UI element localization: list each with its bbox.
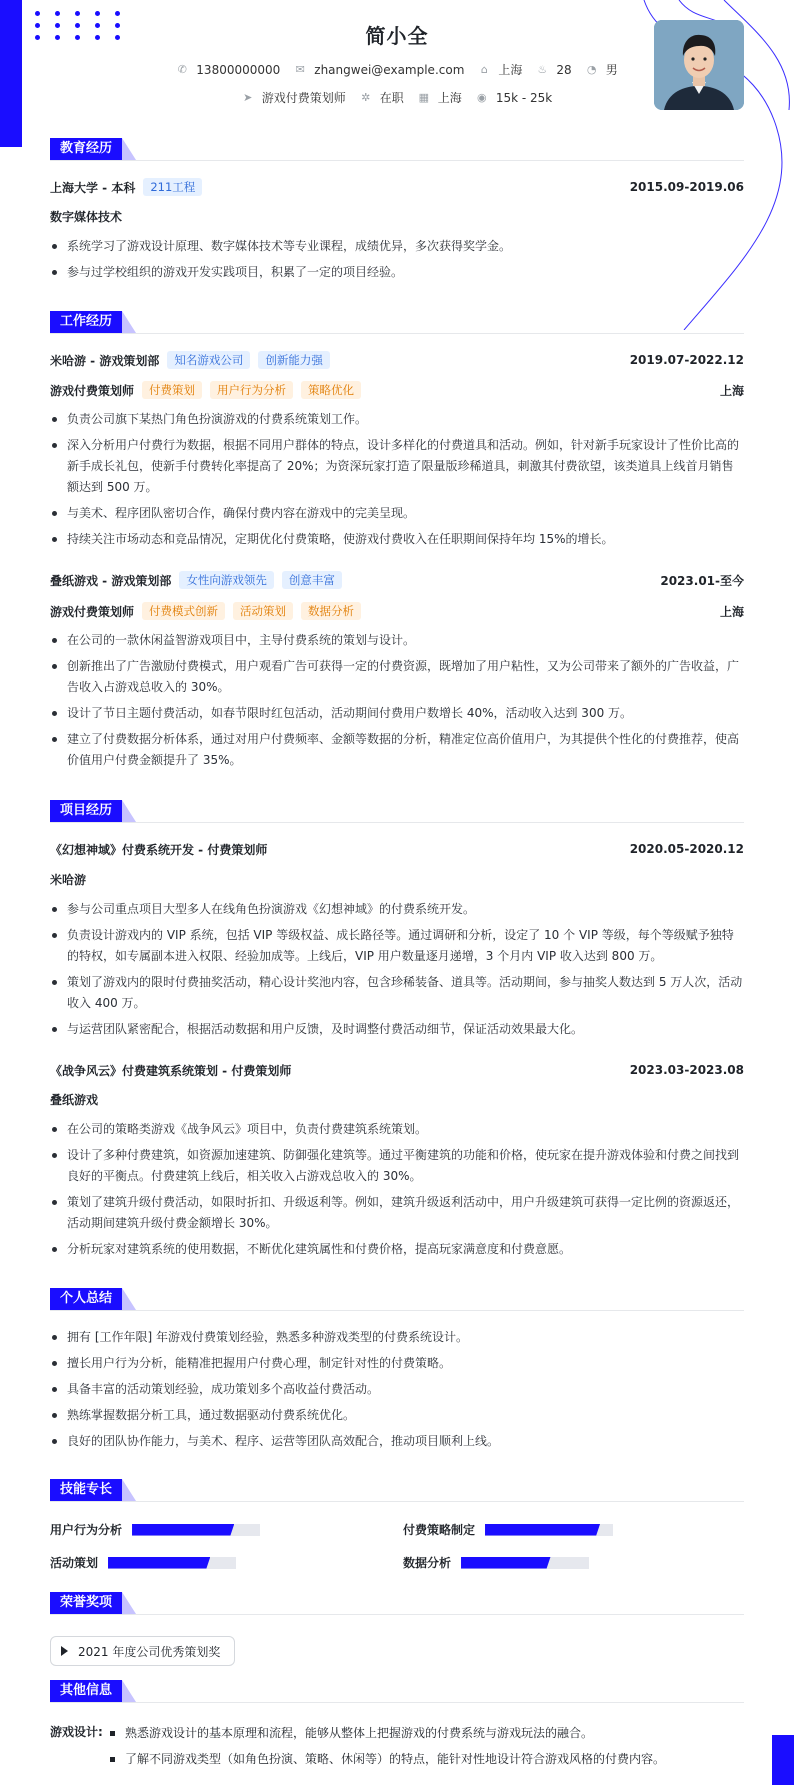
list-item: 与运营团队紧密配合，根据活动数据和用户反馈，及时调整付费活动细节，保证活动效果最大化。	[50, 1019, 744, 1040]
skill-bar-fill	[461, 1557, 551, 1569]
list-item: 深入分析用户付费行为数据，根据不同用户群体的特点，设计多样化的付费道具和活动。例如，针对新手玩家设计了性价比高的新手成长礼包，使新手付费转化率提高了 20%；为资深玩家打造了限量版珍稀道具，刺激其付费欲望，该类道具上线首月销售额达到 500 万。	[50, 435, 744, 498]
list-item: 参与过学校组织的游戏开发实践项目，积累了一定的项目经验。	[50, 262, 744, 283]
list-item: 良好的团队协作能力，与美术、程序、运营等团队高效配合，推动项目顺利上线。	[50, 1431, 744, 1452]
salary-text: 15k - 25k	[495, 90, 553, 105]
section-title-education: 教育经历	[50, 138, 122, 160]
work-0-role	[50, 381, 744, 399]
work-1-role	[50, 602, 744, 620]
skill-item	[50, 1554, 236, 1571]
education-period: 2015.09-2019.06	[629, 180, 744, 194]
list-item: 分析玩家对建筑系统的使用数据，不断优化建筑属性和付费价格，提高玩家满意度和付费意愿。	[50, 1239, 744, 1260]
work-0-bullets	[50, 409, 744, 555]
education-major: 数字媒体技术	[50, 210, 123, 224]
role-title: 游戏付费策划师	[50, 604, 135, 619]
project-org: 叠纸游戏	[50, 1093, 99, 1107]
work-1-bullets	[50, 630, 744, 776]
status-text: 在职	[379, 91, 404, 105]
skill-bar	[132, 1524, 260, 1536]
avatar	[654, 20, 744, 110]
project-title: 《幻想神域》付费系统开发 - 付费策划师	[50, 842, 268, 857]
work-period: 2023.01-至今	[660, 573, 744, 588]
project-0-bullets	[50, 899, 744, 1045]
status-item	[360, 89, 404, 106]
age-text: 28	[556, 62, 572, 77]
list-item: 熟悉游戏设计的基本原理和流程，能够从整体上把握游戏的付费系统与游戏玩法的融合。	[108, 1723, 738, 1744]
list-item: 熟练掌握数据分析工具，通过数据驱动付费系统优化。	[50, 1405, 744, 1426]
skill-name: 用户行为分析	[50, 1523, 123, 1537]
gender-text: 男	[605, 63, 618, 77]
email-item	[294, 63, 464, 77]
city-text: 上海	[498, 63, 523, 77]
skill-bar-fill	[485, 1524, 600, 1536]
cake-icon: ♨	[537, 62, 548, 76]
section-title-work: 工作经历	[50, 311, 122, 333]
project-1-head	[50, 1061, 744, 1079]
gender-icon: ◔	[586, 62, 597, 76]
skill-item	[50, 1521, 260, 1538]
phone-text: 13800000000	[196, 62, 281, 77]
section-work	[50, 311, 744, 334]
play-triangle-icon	[61, 1646, 68, 1656]
section-education	[50, 138, 744, 161]
list-item: 与美术、程序团队密切合作，确保付费内容在游戏中的完美呈现。	[50, 503, 744, 524]
skill-bar	[461, 1557, 589, 1569]
school-name: 上海大学 - 本科	[50, 180, 136, 195]
skill-bar-fill	[132, 1524, 234, 1536]
avatar-portrait	[654, 20, 744, 110]
work-location: 上海	[719, 604, 744, 619]
skill-name: 付费策略制定	[403, 1523, 476, 1537]
project-0-head	[50, 840, 744, 858]
list-item: 策划了建筑升级付费活动，如限时折扣、升级返利等。例如，建筑升级返利活动中，用户升级建筑可获得一定比例的资源返还，活动期间建筑升级付费金额增长 30%。	[50, 1192, 744, 1234]
company-tag: 女性向游戏领先	[179, 571, 274, 589]
skill-item	[403, 1554, 589, 1571]
list-item: 策划了游戏内的限时付费抽奖活动，精心设计奖池内容，包含珍稀装备、道具等。活动期间，参与抽奖人数达到 5 万人次，活动收入 400 万。	[50, 972, 744, 1014]
section-summary	[50, 1288, 744, 1311]
skill-bar	[108, 1557, 236, 1569]
candidate-name: 简小全	[365, 24, 429, 48]
target-city-text: 上海	[437, 91, 462, 105]
other-bullets	[108, 1723, 738, 1775]
school-tag: 211工程	[143, 178, 202, 196]
list-item: 擅长用户行为分析，能精准把握用户付费心理，制定针对性的付费策略。	[50, 1353, 744, 1374]
section-title-other: 其他信息	[50, 1680, 122, 1702]
gender-item	[586, 61, 618, 78]
list-item: 参与公司重点项目大型多人在线角色扮演游戏《幻想神域》的付费系统开发。	[50, 899, 744, 920]
home-icon: ⌂	[480, 62, 488, 76]
section-title-awards: 荣誉奖项	[50, 1592, 122, 1614]
section-title-summary: 个人总结	[50, 1288, 122, 1310]
role-tag: 数据分析	[301, 602, 361, 620]
list-item: 拥有 [工作年限] 年游戏付费策划经验，熟悉多种游戏类型的付费系统设计。	[50, 1327, 744, 1348]
age-item	[536, 63, 571, 77]
target-city-item	[418, 89, 462, 106]
skill-bar	[485, 1524, 613, 1536]
section-title-skills: 技能专长	[50, 1479, 122, 1501]
project-period: 2023.03-2023.08	[629, 1063, 744, 1077]
list-item: 设计了多种付费建筑，如资源加速建筑、防御强化建筑等。通过平衡建筑的功能和价格，使玩家在提升游戏体验和付费之间找到良好的平衡点。付费建筑上线后，相关收入占游戏总收入的 30%。	[50, 1145, 744, 1187]
company-name: 叠纸游戏 - 游戏策划部	[50, 573, 172, 588]
gear-icon: ✲	[361, 90, 371, 104]
role-title: 游戏付费策划师	[50, 383, 135, 398]
phone-icon: ✆	[177, 62, 187, 76]
project-org: 米哈游	[50, 873, 87, 887]
section-projects	[50, 800, 744, 823]
skill-item	[403, 1521, 613, 1538]
list-item: 在公司的策略类游戏《战争风云》项目中，负责付费建筑系统策划。	[50, 1119, 744, 1140]
work-location: 上海	[719, 383, 744, 398]
list-item: 负责设计游戏内的 VIP 系统，包括 VIP 等级权益、成长路径等。通过调研和分析，设定了 10 个 VIP 等级，每个等级赋予独特的特权，如专属副本进入权限、经验加成等。上线后，VIP 用户数量逐月递增，3 个月内 VIP 收入达到 800 万。	[50, 925, 744, 967]
role-tag: 用户行为分析	[210, 381, 293, 399]
list-item: 了解不同游戏类型（如角色扮演、策略、休闲等）的特点，能针对性地设计符合游戏风格的付费内容。	[108, 1749, 738, 1770]
phone-item	[176, 63, 280, 77]
company-name: 米哈游 - 游戏策划部	[50, 353, 160, 368]
education-bullets	[50, 236, 744, 288]
mail-icon: ✉	[295, 62, 305, 76]
city-item	[478, 61, 522, 78]
section-other	[50, 1680, 744, 1703]
skill-bar-fill	[108, 1557, 210, 1569]
award-text: 2021 年度公司优秀策划奖	[78, 1644, 221, 1659]
project-title: 《战争风云》付费建筑系统策划 - 付费策划师	[50, 1063, 292, 1078]
resume-header	[0, 0, 794, 130]
summary-bullets	[50, 1327, 744, 1457]
email-text: zhangwei@example.com	[314, 62, 465, 77]
send-icon: ➤	[243, 90, 253, 104]
section-skills	[50, 1479, 744, 1502]
right-accent-bar	[772, 1735, 794, 1785]
company-tag: 创新能力强	[258, 351, 330, 369]
list-item: 负责公司旗下某热门角色扮演游戏的付费系统策划工作。	[50, 409, 744, 430]
role-tag: 付费策划	[142, 381, 202, 399]
list-item: 系统学习了游戏设计原理、数字媒体技术等专业课程，成绩优异，多次获得奖学金。	[50, 236, 744, 257]
list-item: 建立了付费数据分析体系，通过对用户付费频率、金额等数据的分析，精准定位高价值用户，为其提供个性化的付费推荐，使高价值用户付费金额提升了 35%。	[50, 729, 744, 771]
role-tag: 策略优化	[301, 381, 361, 399]
role-tag: 活动策划	[233, 602, 293, 620]
work-1-head	[50, 571, 744, 589]
skill-name: 数据分析	[403, 1556, 452, 1570]
project-1-bullets	[50, 1119, 744, 1265]
work-period: 2019.07-2022.12	[629, 353, 744, 367]
list-item: 创新推出了广告激励付费模式，用户观看广告可获得一定的付费资源，既增加了用户粘性，又为公司带来了额外的广告收益，广告收入占游戏总收入的 30%。	[50, 656, 744, 698]
list-item: 设计了节日主题付费活动，如春节限时红包活动，活动期间付费用户数增长 40%，活动收入达到 300 万。	[50, 703, 744, 724]
other-label: 游戏设计:	[50, 1725, 103, 1739]
section-title-projects: 项目经历	[50, 800, 122, 822]
work-0-head	[50, 351, 744, 369]
section-awards	[50, 1592, 744, 1615]
award-item	[50, 1636, 235, 1666]
company-tag: 创意丰富	[282, 571, 342, 589]
role-text: 游戏付费策划师	[261, 91, 346, 105]
education-head	[50, 178, 744, 196]
salary-item	[476, 91, 552, 105]
building-icon: ▦	[418, 90, 429, 104]
company-tag: 知名游戏公司	[167, 351, 250, 369]
coin-icon: ◉	[477, 90, 487, 104]
role-tag: 付费模式创新	[142, 602, 225, 620]
list-item: 在公司的一款休闲益智游戏项目中，主导付费系统的策划与设计。	[50, 630, 744, 651]
role-item	[242, 89, 346, 106]
skill-name: 活动策划	[50, 1556, 99, 1570]
list-item: 具备丰富的活动策划经验，成功策划多个高收益付费活动。	[50, 1379, 744, 1400]
project-period: 2020.05-2020.12	[629, 842, 744, 856]
list-item: 持续关注市场动态和竞品情况，定期优化付费策略，使游戏付费收入在任职期间保持年均 15%的增长。	[50, 529, 744, 550]
